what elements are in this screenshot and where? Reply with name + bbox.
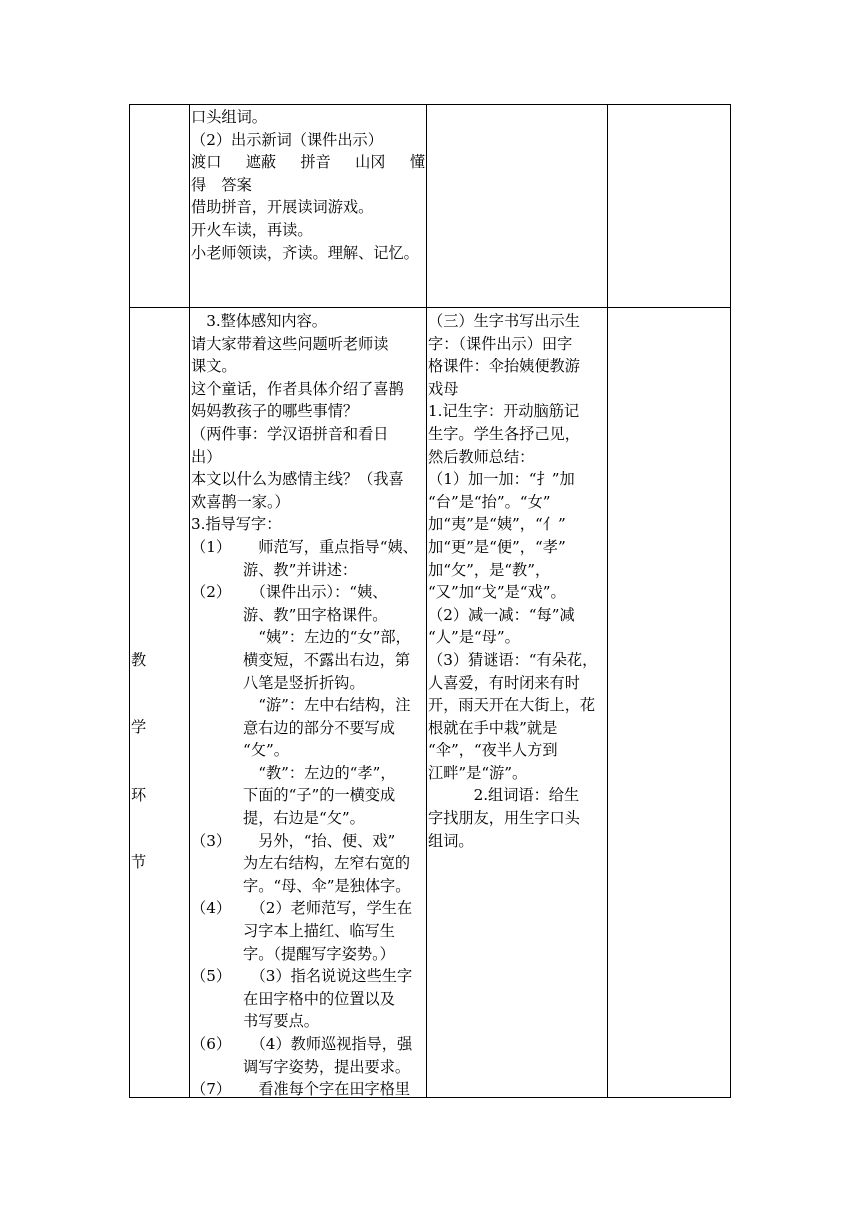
text-line: 欢喜鹊一家。） [191, 492, 290, 511]
text-line: 习字本上描红、临写生 [243, 922, 395, 941]
text-line: 字找朋友，用生字口头 [428, 809, 580, 828]
section-label-char: 节 [131, 853, 147, 871]
text-line: （2）出示新词（课件出示） [191, 130, 383, 149]
text-line: （两件事：学汉语拼音和看日 [191, 424, 389, 443]
item-number: （3） [191, 831, 232, 850]
text-line: 课文。 [191, 357, 237, 376]
text-line: 加“攵”，是“教”， [428, 560, 551, 579]
text-line: 游、教”并讲述： [243, 560, 358, 579]
table-col-divider-3 [607, 104, 608, 1098]
table-col-divider-1 [189, 104, 190, 1098]
text-line: “台”是“抬”。“女” [428, 492, 551, 511]
table-col-divider-2 [426, 104, 427, 1098]
text-line: 妈妈教孩子的哪些事情？ [191, 402, 359, 421]
text-line: 江畔”是“游”。 [428, 763, 528, 782]
section-label-char: 教 [131, 651, 147, 669]
text-line: 八笔是竖折折钩。 [243, 673, 365, 692]
table-top-border [129, 104, 731, 105]
text-line: 得 答案 [191, 175, 252, 194]
numbered-item [191, 830, 425, 898]
numbered-item [191, 897, 425, 965]
numbered-item [191, 965, 425, 1033]
table-left-border [129, 104, 130, 1098]
text-line: 横变短，不露出右边，第 [243, 650, 411, 669]
item-number: （1） [191, 537, 232, 556]
text-line: 下面的“子”的一横变成 [243, 786, 396, 805]
text-line: 字。（提醒写字姿势。） [243, 944, 395, 963]
text-line: “人”是“母”。 [428, 628, 520, 647]
text-line: 在田字格中的位置以及 [243, 989, 395, 1008]
text-line: 出） [191, 447, 222, 466]
section-label-char: 环 [131, 786, 147, 804]
text-line: 字。“母、伞”是独体字。 [243, 876, 411, 895]
text-line: （2）老师范写，学生在 [243, 899, 413, 918]
numbered-item [191, 581, 425, 830]
row1-content-cell [191, 106, 425, 264]
text-line: 开，雨天开在大街上，花 [428, 696, 596, 715]
text-line: 格课件：伞抬姨便教游 [428, 357, 580, 376]
text-line: （三）生字书写出示生 [428, 312, 580, 330]
text-line: 根就在手中栽”就是 [428, 718, 558, 737]
numbered-item [191, 1078, 425, 1101]
vocab-word: 懂 [409, 153, 425, 172]
item-number: （2） [191, 583, 232, 602]
vocab-word: 遮蔽 [245, 153, 277, 172]
row2-content-cell [191, 310, 425, 1101]
text-line: 另外，“抬、便、戏” [243, 831, 396, 850]
text-line: 1.记生字：开动脑筋记 [428, 402, 580, 421]
text-line: （1）加一加：“扌”加 [428, 470, 575, 489]
text-line: 加“夷”是“姨”，“亻” [428, 515, 566, 534]
text-line: 本文以什么为感情主线？（我喜 [191, 470, 404, 489]
text-line: 书写要点。 [243, 1012, 319, 1031]
text-line: 戏母 [428, 379, 459, 398]
text-line: 2.组词语：给生 [428, 786, 580, 805]
numbered-item [191, 536, 425, 581]
table-row-divider [129, 307, 731, 308]
text-line: 加“更”是“便”，“孝” [428, 537, 566, 556]
item-number: （6） [191, 1035, 232, 1053]
text-line: （3）猜谜语：“有朵花， [428, 650, 598, 669]
text-line: 意右边的部分不要写成 [243, 718, 395, 737]
item-number: （7） [191, 1080, 232, 1099]
text-line: “教”：左边的“孝”， [243, 763, 396, 782]
text-line: “伞”，“夜半人方到 [428, 741, 558, 760]
text-line: 请大家带着这些问题听老师读 [191, 334, 389, 353]
text-line: 小老师领读，齐读。理解、记忆。 [191, 243, 419, 262]
text-line: 3.指导写字： [191, 515, 282, 534]
text-line: 然后教师总结： [428, 447, 535, 466]
vocabulary-list [191, 151, 425, 174]
text-line: （2）减一减：“每”减 [428, 605, 575, 624]
text-line: “游”：左中右结构，注 [243, 696, 411, 715]
text-line: 这个童话，作者具体介绍了喜鹊 [191, 379, 404, 398]
item-number: （4） [191, 899, 232, 918]
text-line: 调写字姿势，提出要求。 [243, 1057, 411, 1076]
vocab-word: 渡口 [191, 153, 222, 172]
text-line: 3.整体感知内容。 [191, 312, 327, 330]
vocab-word: 拼音 [300, 153, 331, 172]
text-line: “又”加“戈”是“戏”。 [428, 583, 566, 602]
text-line: （课件出示）：“姨、 [243, 583, 388, 602]
text-line: 借助拼音，开展读词游戏。 [191, 198, 374, 217]
text-line: 师范写，重点指导“姨、 [243, 537, 418, 556]
text-line: “攵”。 [243, 741, 289, 760]
section-label-char: 学 [131, 718, 147, 736]
text-line: 开火车读，再读。 [191, 220, 313, 239]
text-line: “姨”：左边的“女”部， [243, 628, 411, 647]
text-line: 生字。学生各抒己见， [428, 424, 580, 443]
text-line: （3）指名说说这些生字 [243, 967, 413, 986]
row2-notes-cell [428, 310, 606, 852]
text-line: （4）教师巡视指导，强 [243, 1035, 413, 1053]
vocab-word: 山冈 [355, 153, 386, 172]
table-right-border [730, 104, 731, 1098]
text-line: 口头组词。 [191, 108, 267, 126]
item-number: （5） [191, 967, 232, 986]
text-line: 为左右结构，左窄右宽的 [243, 854, 411, 873]
text-line: 提，右边是“攵”。 [243, 809, 365, 828]
text-line: 组词。 [428, 831, 474, 850]
numbered-item [191, 1033, 425, 1078]
text-line: 看准每个字在田字格里 [243, 1080, 411, 1099]
text-line: 人喜爱，有时闭来有时 [428, 673, 580, 692]
text-line: 游、教”田字格课件。 [243, 605, 388, 624]
text-line: 字：（课件出示）田字 [428, 334, 573, 353]
